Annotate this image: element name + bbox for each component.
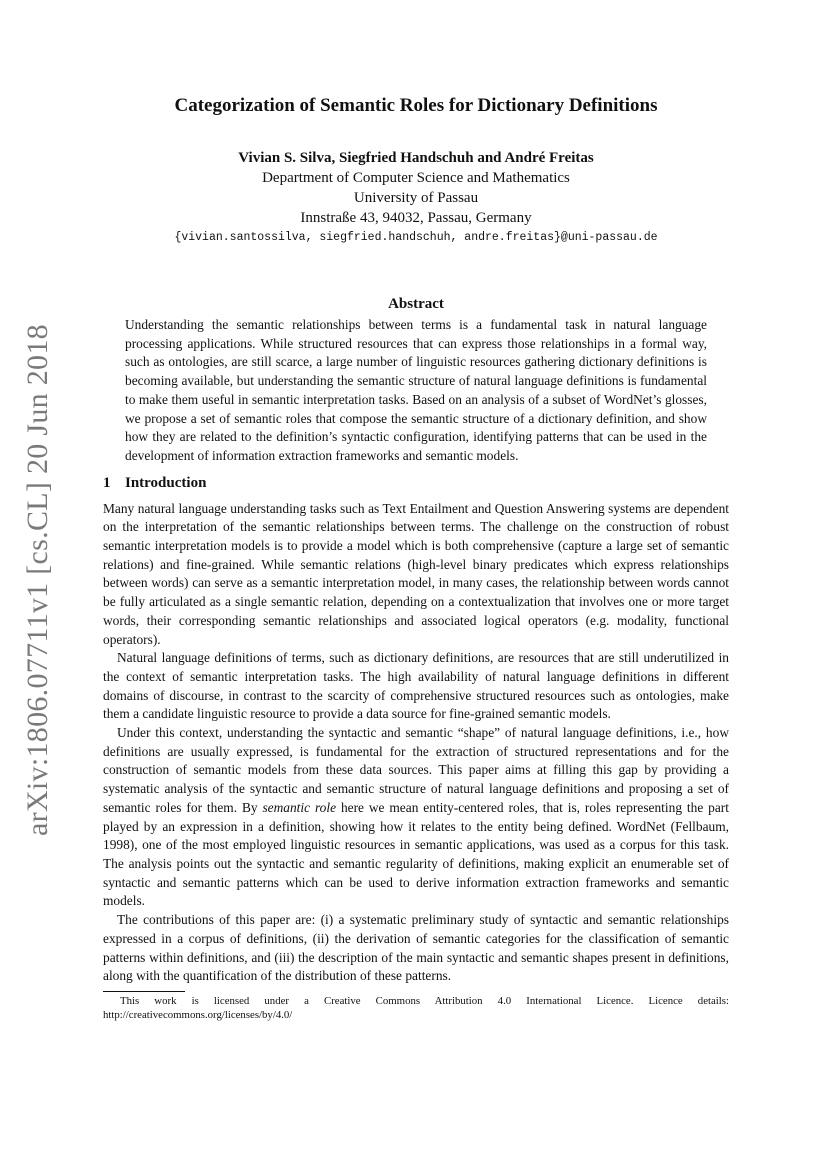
- affiliation-address: Innstraße 43, 94032, Passau, Germany: [300, 210, 532, 226]
- license-footnote: This work is licensed under a Creative Commons Attribution 4.0 International Licence. Licence details: http://creativecommons.org/licenses/by/4.0/: [103, 994, 729, 1021]
- section-number: 1: [103, 474, 111, 491]
- footnote-divider: [103, 991, 185, 992]
- author-list: Vivian S. Silva, Siegfried Handschuh and André Freitas: [238, 150, 594, 166]
- intro-paragraph-4: The contributions of this paper are: (i) a systematic preliminary study of syntactic and semantic relationships expressed in a corpus of definitions, (ii) the derivation of semantic categories for the classification of semantic patterns within definitions, and (iii) the description of the main syntactic and semantic shapes present in definitions, along with the quantification of the distribution of these patterns.: [103, 912, 729, 984]
- author-emails: {vivian.santossilva, siegfried.handschuh, andre.freitas}@uni-passau.de: [174, 231, 658, 244]
- section-heading-introduction: [103, 472, 729, 494]
- intro-paragraph-3: [103, 724, 729, 911]
- affiliation-university: University of Passau: [353, 190, 479, 206]
- intro-paragraph-1: Many natural language understanding tasks such as Text Entailment and Question Answering systems are dependent on the interpretation of the semantic relationships between terms. The challenge on the construction of robust semantic interpretation models is to provide a model which is both comprehensive (capture a large set of semantic relations) and fine-grained. While semantic relations (high-level binary predicates which express relationships between words) can serve as a semantic interpretation model, in many cases, the relationship between words cannot be fully articulated as a single semantic relation, depending on a contextualization that involves one or more target words, their corresponding semantic relationships and associated logical operators (e.g. modality, functional operators).: [103, 500, 729, 647]
- paper-title: Categorization of Semantic Roles for Dictionary Definitions: [174, 95, 658, 116]
- abstract-text: Understanding the semantic relationships between terms is a fundamental task in natural language processing applications. While structured resources that can express those relationships in a formal way, such as ontologies, are still scarce, a large number of linguistic resources gathering dictionary definitions is becoming available, but understanding the semantic structure of natural language definitions is fundamental to make them useful in semantic interpretation tasks. Based on an analysis of a subset of WordNet’s glosses, we propose a set of semantic roles that compose the semantic structure of a dictionary definition, and show how they are related to the definition’s syntactic configuration, identifying patterns that can be used in the development of information extraction frameworks and semantic models.: [125, 317, 707, 463]
- arxiv-identifier: arXiv:1806.07711v1 [cs.CL] 20 Jun 2018: [21, 324, 54, 836]
- paper-page: [103, 94, 729, 1022]
- intro-paragraph-2: Natural language definitions of terms, such as dictionary definitions, are resources that are still underutilized in the context of semantic interpretation tasks. The high availability of natural language definitions in different domains of discourse, in contrast to the scarcity of comprehensive structured resources such as ontologies, make them a candidate linguistic resource to provide a data source for fine-grained semantic models.: [103, 650, 729, 722]
- abstract-heading: Abstract: [388, 296, 444, 312]
- intro-paragraph-3-start: Under this context, understanding the syntactic and semantic “shape” of natural language definitions, i.e., how definitions are usually expressed, is fundamental for the extraction of structured representations and for the construction of semantic models from these data sources. This paper aims at filling this gap by providing a systematic analysis of the syntactic and semantic structure of natural language definitions and proposing a set of semantic roles for them. By: [103, 725, 729, 815]
- affiliation-department: Department of Computer Science and Mathematics: [262, 170, 570, 186]
- semantic-role-term: semantic role: [262, 799, 337, 815]
- intro-paragraph-3-end: here we mean entity-centered roles, that is, roles representing the part played by an expression in a definition, showing how it relates to the entity being defined. WordNet (Fellbaum, 1998), one of the most employed linguistic resources in semantic applications, was used as a corpus for this task. The analysis points out the syntactic and semantic regularity of definitions, making explicit an enumerable set of syntactic and semantic patterns which can be used to derive information extraction frameworks and semantic models.: [103, 799, 729, 909]
- section-title: Introduction: [125, 474, 207, 491]
